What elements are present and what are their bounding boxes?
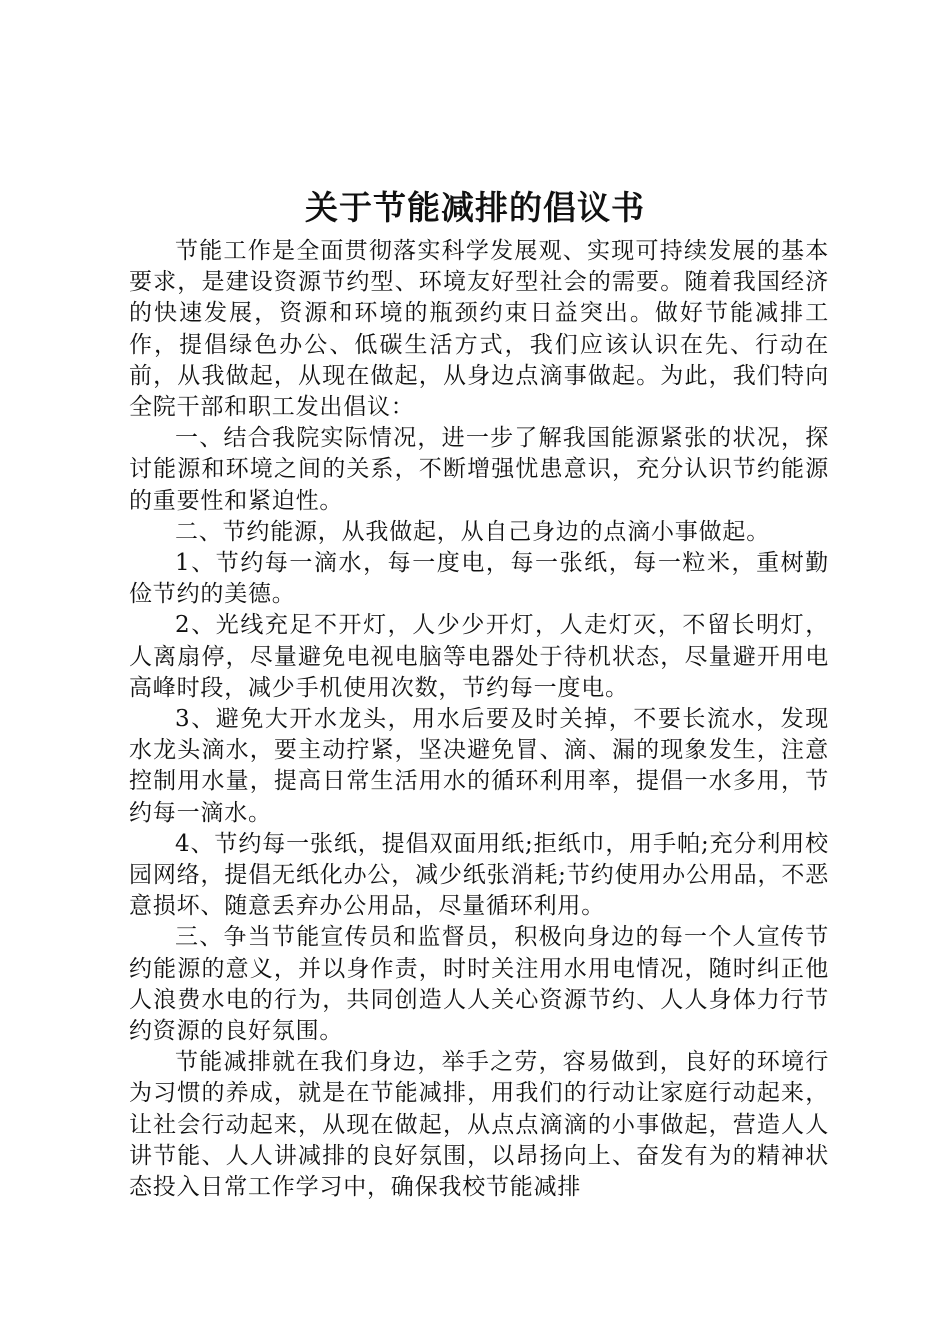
document-title: 关于节能减排的倡议书: [305, 188, 645, 227]
proposal-two-paragraph: 二、节约能源，从我做起，从自己身边的点滴小事做起。: [175, 518, 770, 545]
item-three-paragraph: 3、避免大开水龙头，用水后要及时关掉，不要长流水，发现水龙头滴水，要主动拧紧，坚决避免冒、滴、漏的现象发生，注意控制用水量，提高日常生活用水的循环利用率，提倡一水多用，节约每一滴水。: [129, 706, 829, 826]
proposal-one-paragraph: 一、结合我院实际情况，进一步了解我国能源紧张的状况，探讨能源和环境之间的关系，不断增强忧患意识，充分认识节约能源的重要性和紧迫性。: [129, 425, 829, 514]
proposal-three-paragraph: 三、争当节能宣传员和监督员，积极向身边的每一个人宣传节约能源的意义，并以身作责，时时关注用水用电情况，随时纠正他人浪费水电的行为，共同创造人人关心资源节约、人人身体力行节约资源的良好氛围。: [129, 924, 829, 1045]
item-four-paragraph: 4、节约每一张纸，提倡双面用纸;拒纸巾，用手帕;充分利用校园网络，提倡无纸化办公，减少纸张消耗;节约使用办公用品，不恶意损坏、随意丢弃办公用品，尽量循环利用。: [129, 830, 829, 920]
item-two-paragraph: 2、光线充足不开灯，人少少开灯，人走灯灭，不留长明灯，人离扇停，尽量避免电视电脑等电器处于待机状态，尽量避开用电高峰时段，减少手机使用次数，节约每一度电。: [129, 612, 829, 701]
intro-paragraph: 节能工作是全面贯彻落实科学发展观、实现可持续发展的基本要求，是建设资源节约型、环境友好型社会的需要。随着我国经济的快速发展，资源和环境的瓶颈约束日益突出。做好节能减排工作，提倡绿色办公、低碳生活方式，我们应该认识在先、行动在前，从我做起，从现在做起，从身边点滴事做起。为此，我们特向全院干部和职工发出倡议：: [129, 238, 829, 421]
item-one-paragraph: 1、节约每一滴水，每一度电，每一张纸，每一粒米，重树勤俭节约的美德。: [129, 550, 829, 608]
document-body: [129, 236, 829, 1203]
closing-paragraph: 节能减排就在我们身边，举手之劳，容易做到，良好的环境行为习惯的养成，就是在节能减排，用我们的行动让家庭行动起来，让社会行动起来，从现在做起，从点点滴滴的小事做起，营造人人讲节能、人人讲减排的良好氛围，以昂扬向上、奋发有为的精神状态投入日常工作学习中，确保我校节能减排: [129, 1049, 829, 1201]
